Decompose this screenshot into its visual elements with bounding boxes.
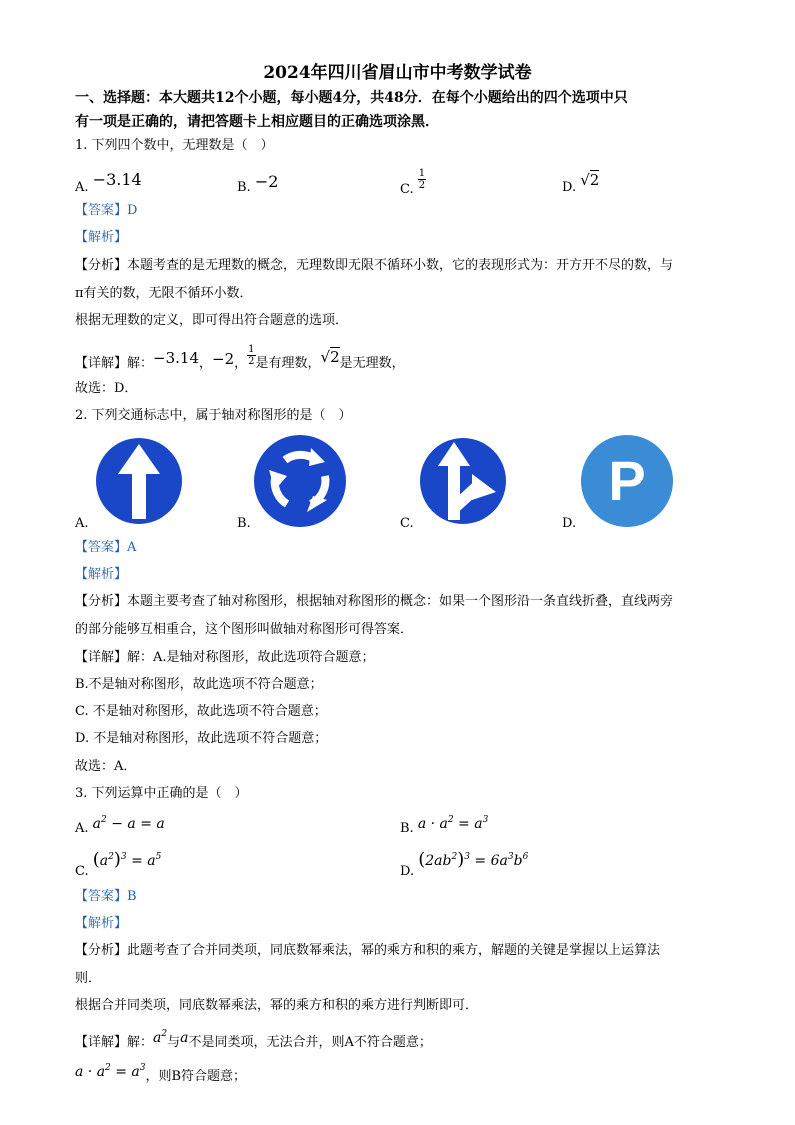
- q1-stem: 1. 下列四个数中，无理数是（ ）: [75, 138, 274, 153]
- detail-text: 是有理数，: [255, 356, 321, 371]
- detail-value-d: [321, 348, 340, 366]
- detail-text: ，则B符合题意；: [145, 1069, 247, 1084]
- q1-analysis-line3: 根据无理数的定义，即可得出符合题意的选项．: [75, 313, 349, 328]
- detail-value-a: −3.14: [153, 349, 199, 367]
- sqrt-icon: √: [580, 171, 590, 189]
- option-label: A.: [75, 180, 89, 195]
- separator: ，: [198, 356, 212, 371]
- separator: ，: [234, 356, 248, 371]
- q1-detail: [75, 344, 405, 375]
- q2-detail-line3: C. 不是轴对称图形，故此选项不符合题意；: [75, 704, 327, 719]
- q3-option-c: [75, 849, 162, 881]
- q2-option-b-label: B.: [237, 516, 251, 531]
- option-label: D.: [562, 180, 577, 195]
- detail-prefix: 【详解】解：: [75, 1035, 154, 1050]
- q2-answer: 【答案】A: [75, 540, 137, 555]
- q1-option-c-fraction: [418, 168, 426, 191]
- q1-choose: 故选：D．: [75, 381, 138, 396]
- q2-analysis-tag: 【解析】: [75, 567, 128, 582]
- q2-option-a-label: A.: [75, 516, 89, 531]
- detail-prefix: 【详解】解：: [75, 356, 154, 371]
- option-label: B.: [237, 180, 251, 195]
- q3-stem: 3. 下列运算中正确的是（ ）: [75, 786, 248, 801]
- q1-option-a: [75, 170, 142, 196]
- q3-answer: 【答案】B: [75, 889, 137, 904]
- sign-straight-or-right-icon: [416, 434, 510, 528]
- q1-analysis-tag: 【解析】: [75, 230, 128, 245]
- q3-option-b: [400, 815, 489, 838]
- denominator: 2: [248, 356, 255, 367]
- q1-analysis-line1: 【分析】本题考查的是无理数的概念，无理数即无限不循环小数，它的表现形式为：开方开不尽的数，与: [75, 258, 674, 273]
- page-title: 2024年四川省眉山市中考数学试卷: [263, 63, 532, 83]
- q3-analysis-line2: 则．: [75, 971, 102, 986]
- q3-detail-line1: [75, 1029, 432, 1052]
- q2-analysis-line1: 【分析】本题主要考查了轴对称图形，根据轴对称图形的概念：如果一个图形沿一条直线折叠，直线两旁: [75, 594, 674, 609]
- option-label: A.: [75, 821, 89, 836]
- option-label: C.: [75, 864, 89, 879]
- option-label: D.: [400, 864, 415, 879]
- sign-parking-icon: [580, 434, 674, 528]
- detail-text: 与: [167, 1035, 181, 1050]
- q3-analysis-tag: 【解析】: [75, 916, 128, 931]
- q2-choose: 故选：A．: [75, 759, 137, 774]
- numerator: 1: [418, 168, 426, 179]
- q3-detail-line2: [75, 1063, 247, 1086]
- q2-detail-line2: B.不是轴对称图形，故此选项不符合题意；: [75, 677, 323, 692]
- q3-option-a: [75, 815, 165, 838]
- radicand: 2: [330, 348, 340, 366]
- q1-option-c: [400, 168, 426, 201]
- q2-detail-line4: D. 不是轴对称图形，故此选项不符合题意；: [75, 731, 328, 746]
- radicand: 2: [589, 171, 600, 189]
- detail-expr-a2: $a^2$: [153, 1029, 168, 1046]
- q3-option-d-expr: $(2ab^2)^3 = 6a^3b^6$: [418, 849, 529, 870]
- detail-text: 是无理数，: [339, 356, 405, 371]
- numerator: 1: [248, 344, 255, 355]
- q3-option-b-expr: $a \cdot a^2 = a^3$: [417, 815, 489, 832]
- sqrt-icon: √: [320, 348, 331, 366]
- section-heading-line2: 有一项是正确的，请把答题卡上相应题目的正确选项涂黑．: [75, 114, 439, 130]
- q1-option-d: [562, 171, 600, 196]
- q1-analysis-line2: π有关的数，无限不循环小数．: [75, 286, 253, 301]
- q2-analysis-line2: 的部分能够互相重合，这个图形叫做轴对称图形可得答案．: [75, 622, 414, 637]
- parking-letter: P: [608, 449, 646, 512]
- q3-analysis-line1: 【分析】此题考查了合并同类项，同底数幂乘法，幂的乘方和积的乘方，解题的关键是掌握以上运算法: [75, 943, 661, 958]
- q3-analysis-line3: 根据合并同类项，同底数幂乘法，幂的乘方和积的乘方进行判断即可．: [75, 998, 479, 1013]
- denominator: 2: [418, 180, 426, 191]
- q3-option-d: [400, 849, 529, 881]
- detail-fraction: [247, 344, 255, 367]
- q2-detail-line1: 【详解】解：A.是轴对称图形，故此选项符合题意；: [75, 650, 375, 665]
- q3-option-c-expr: $(a^2)^3 = a^5$: [92, 849, 162, 870]
- section-heading-line1: 一、选择题：本大题共12个小题，每小题4分，共48分．在每个小题给出的四个选项中只: [75, 90, 628, 106]
- q1-option-a-value: −3.14: [92, 170, 142, 189]
- q2-option-d-label: D.: [562, 516, 577, 531]
- detail-expr-b: $a \cdot a^2 = a^3$: [75, 1063, 146, 1080]
- option-label: B.: [400, 821, 414, 836]
- option-label: C.: [400, 182, 414, 197]
- q1-option-b-value: −2: [254, 172, 279, 191]
- detail-expr-a: a: [180, 1030, 189, 1046]
- sign-straight-arrow-icon: [92, 434, 186, 528]
- q1-option-b: [237, 172, 279, 196]
- detail-text: 不是同类项，无法合并，则A不符合题意；: [188, 1035, 432, 1050]
- detail-value-b: −2: [212, 350, 235, 368]
- q2-stem: 2. 下列交通标志中，属于轴对称图形的是（ ）: [75, 408, 352, 423]
- sign-roundabout-icon: [253, 434, 347, 528]
- q1-answer: 【答案】D: [75, 203, 138, 218]
- q2-option-c-label: C.: [400, 516, 414, 531]
- q3-option-a-expr: $a^2 - a = a$: [92, 815, 165, 832]
- q1-option-d-value: [580, 171, 599, 189]
